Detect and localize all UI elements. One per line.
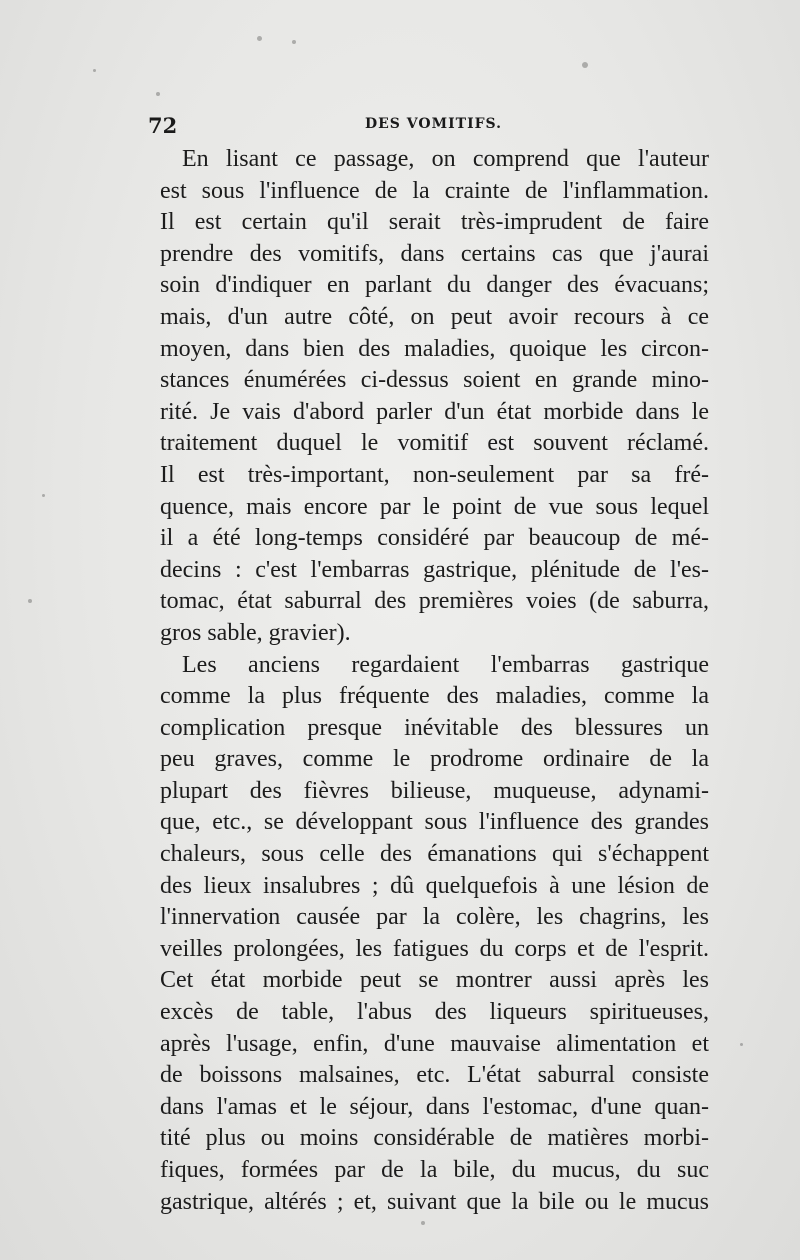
paper-speck — [93, 69, 96, 72]
paper-speck — [42, 494, 45, 497]
text-line: tomac, état saburral des premières voies (de saburra, — [160, 588, 709, 615]
paper-speck — [156, 92, 160, 96]
text-line: mais, d'un autre côté, on peut avoir recours à ce — [160, 303, 709, 330]
paper-speck — [257, 36, 262, 41]
text-line: de boissons malsaines, etc. L'état saburral consiste — [160, 1062, 709, 1089]
text-line: Il est certain qu'il serait très-imprudent de faire — [160, 209, 709, 236]
text-line: comme la plus fréquente des maladies, comme la — [160, 683, 709, 710]
text-line: des lieux insalubres ; dû quelquefois à une lésion de — [160, 872, 709, 899]
text-line: decins : c'est l'embarras gastrique, plénitude de l'es- — [160, 556, 709, 583]
text-line: En lisant ce passage, on comprend que l'auteur — [182, 146, 709, 172]
text-line: après l'usage, enfin, d'une mauvaise alimentation et — [160, 1030, 709, 1057]
text-line: gros sable, gravier). — [160, 619, 351, 646]
text-line: fiques, formées par de la bile, du mucus, du suc — [160, 1157, 709, 1183]
text-line: Cet état morbide peut se montrer aussi après les — [160, 967, 709, 994]
text-line: prendre des vomitifs, dans certains cas que j'aurai — [160, 240, 709, 267]
paper-speck — [292, 40, 296, 44]
text-line: Les anciens regardaient l'embarras gastrique — [182, 651, 709, 678]
text-line: Il est très-important, non-seulement par sa fré- — [160, 461, 709, 488]
text-line: complication presque inévitable des blessures un — [160, 714, 709, 741]
text-line: peu graves, comme le prodrome ordinaire de la — [160, 746, 709, 773]
text-line: traitement duquel le vomitif est souvent réclamé. — [160, 430, 709, 457]
text-line: est sous l'influence de la crainte de l'inflammation. — [160, 177, 709, 204]
paper-speck — [740, 1043, 743, 1046]
text-line: tité plus ou moins considérable de matières morbi- — [160, 1125, 709, 1152]
paper-speck — [28, 599, 32, 603]
text-line: plupart des fièvres bilieuse, muqueuse, adynami- — [160, 777, 709, 804]
text-line: que, etc., se développant sous l'influence des grandes — [160, 809, 709, 836]
paper-speck — [421, 1221, 425, 1225]
body-text — [160, 144, 709, 1218]
text-line: moyen, dans bien des maladies, quoique les circon- — [160, 335, 709, 362]
page-number: 72 — [148, 113, 178, 138]
text-line: dans l'amas et le séjour, dans l'estomac, d'une quan- — [160, 1093, 709, 1120]
paper-speck — [582, 62, 588, 68]
text-line: chaleurs, sous celle des émanations qui s'échappent — [160, 841, 709, 868]
text-line: gastrique, altérés ; et, suivant que la bile ou le mucus — [160, 1188, 709, 1215]
text-line: veilles prolongées, les fatigues du corps et de l'esprit. — [160, 935, 709, 962]
text-line: l'innervation causée par la colère, les chagrins, les — [160, 904, 709, 931]
text-line: soin d'indiquer en parlant du danger des évacuans; — [160, 272, 709, 299]
text-line: excès de table, l'abus des liqueurs spiritueuses, — [160, 999, 709, 1026]
running-title: DES VOMITIFS. — [365, 116, 503, 132]
page-header — [148, 113, 708, 139]
text-line: quence, mais encore par le point de vue sous lequel — [160, 493, 709, 520]
text-line: rité. Je vais d'abord parler d'un état morbide dans le — [160, 398, 709, 425]
text-line: il a été long-temps considéré par beaucoup de mé- — [160, 525, 709, 552]
text-line: stances énumérées ci-dessus soient en grande mino- — [160, 367, 709, 394]
